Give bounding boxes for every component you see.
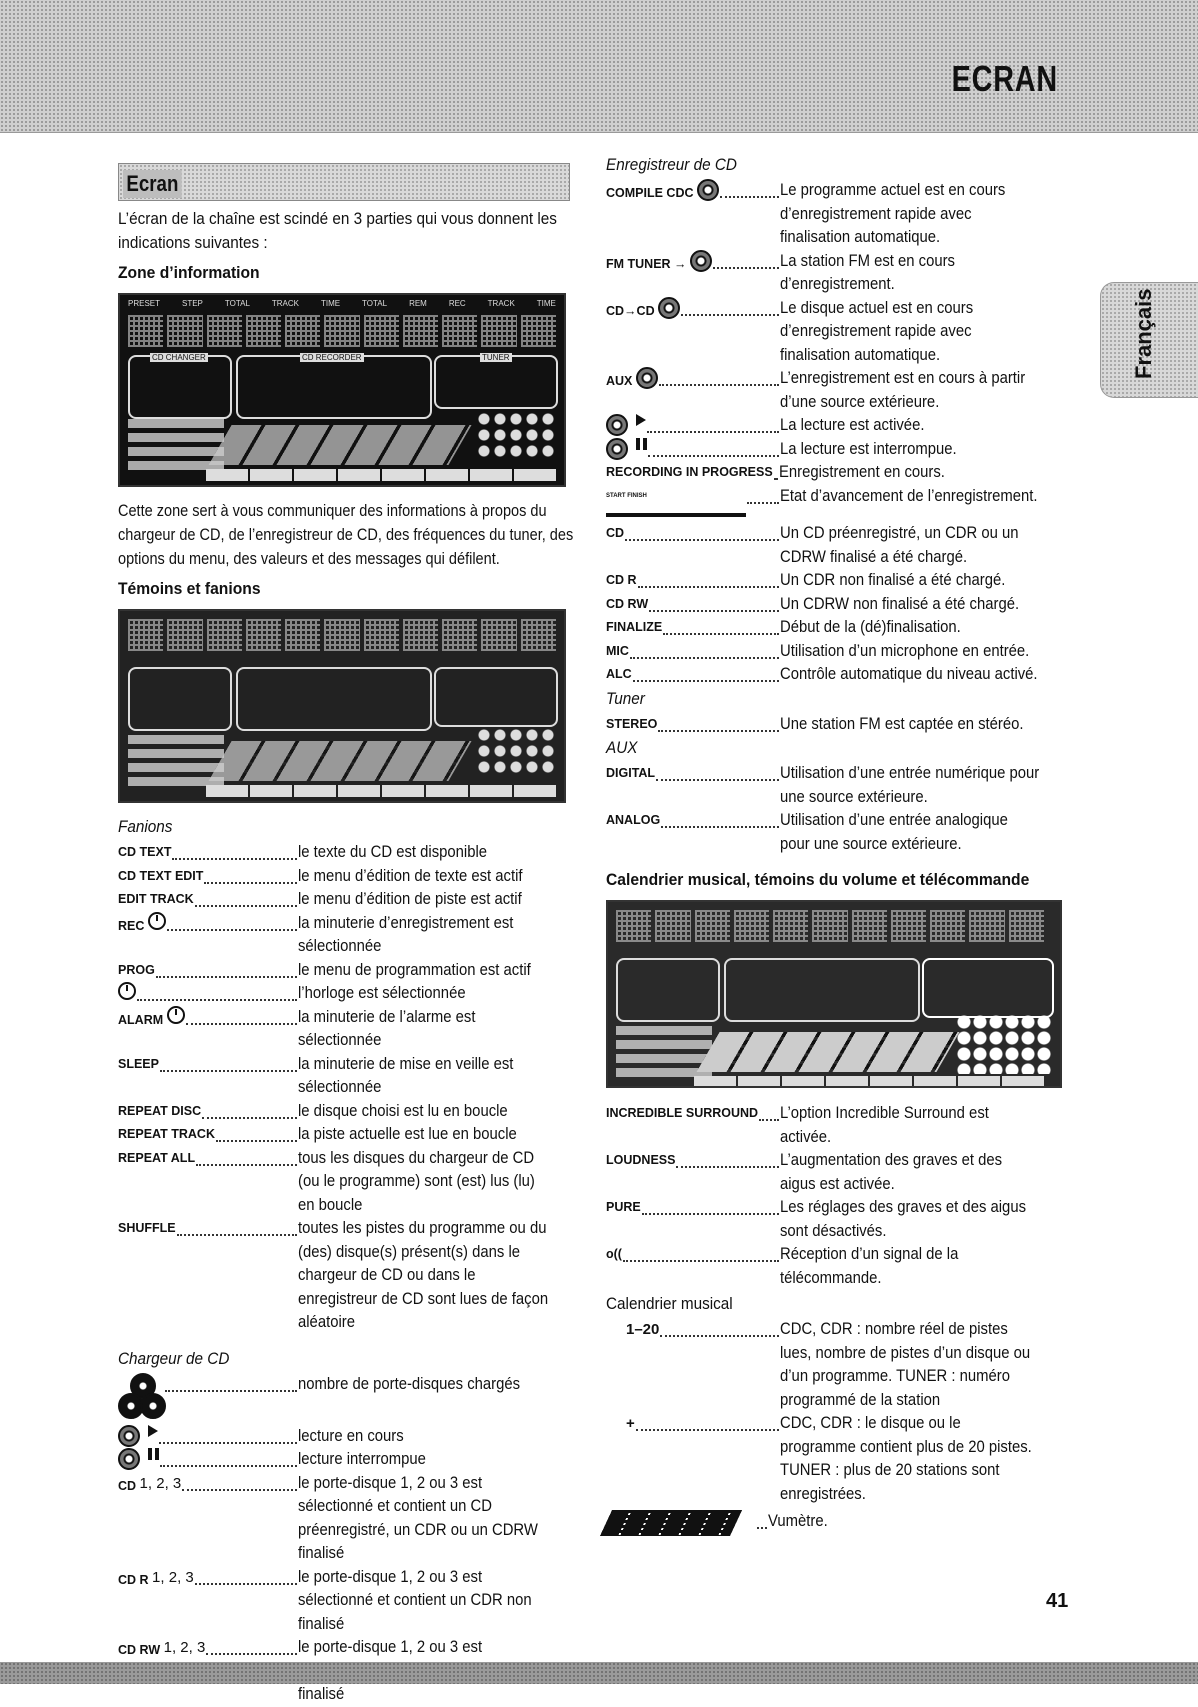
- section-title: Ecran: [123, 170, 182, 198]
- play-icon: [148, 1425, 158, 1437]
- list-item: EDIT TRACK le menu d’édition de piste est actif: [118, 890, 522, 908]
- display-freq-2: [206, 785, 556, 797]
- cd-changer-panel-2: [128, 667, 232, 731]
- disc-icon: [118, 1425, 140, 1447]
- vu-meter-icon: [600, 1510, 742, 1536]
- footer-band: [0, 1662, 1198, 1684]
- list-item: La lecture est interrompue.: [606, 438, 1068, 462]
- display-diagram-calendar: [606, 900, 1062, 1088]
- list-item: ALARM la minuterie de l’alarme est sélectionnée: [118, 1007, 476, 1049]
- language-tab: [1100, 282, 1198, 398]
- tuner-panel-2: [434, 667, 558, 727]
- tuner-panel: [434, 355, 558, 409]
- calendrier-sub-list: [606, 1318, 1068, 1536]
- list-item: CD 1, 2, 3 le porte-disque 1, 2 ou 3 est sélectionné et contient un CD préenregistré, un CDR ou un CDRW finalisé: [118, 1473, 538, 1562]
- calendrier-sub-caption: Calendrier musical: [606, 1294, 733, 1313]
- disc-changer-icon: [118, 1373, 164, 1419]
- display-diagram-info: [118, 293, 566, 487]
- list-item: MIC Utilisation d’un microphone en entrée.: [606, 641, 1030, 660]
- display-freq: [206, 469, 556, 481]
- zone-info-description: Cette zone sert à vous communiquer des informations à propos du chargeur de CD, de l’enregistreur de CD, des fréquences du tuner, des options du menu, des valeurs et des messages qui défilent.: [118, 502, 574, 568]
- list-item: CD R Un CDR non finalisé a été chargé.: [606, 571, 1006, 589]
- play-icon: [636, 414, 646, 426]
- list-item: COMPILE CDC Le programme actuel est en cours d’enregistrement rapide avec finalisation automatique.: [606, 181, 1006, 246]
- pause-icon: [636, 438, 647, 450]
- right-column: [606, 155, 1068, 1536]
- disc-icon: [118, 1448, 140, 1470]
- section-header: [118, 163, 570, 201]
- list-item: CD R 1, 2, 3 le porte-disque 1, 2 ou 3 est sélectionné et contient un CDR non finalisé: [118, 1567, 532, 1633]
- cd-recorder-panel-3: [724, 958, 920, 1022]
- disc-icon: [606, 438, 628, 460]
- list-item: 1–20 CDC, CDR : nombre réel de pistes lues, nombre de pistes d’un disque ou d’un programme. TUNER : numéro programmé de la station: [626, 1320, 1031, 1409]
- list-item: CD Un CD préenregistré, un CDR ou un CDRW finalisé a été chargé.: [606, 524, 1019, 566]
- temoins-heading: Témoins et fanions: [118, 579, 261, 598]
- clock-icon: [167, 1006, 185, 1024]
- display-eq-3: [696, 1032, 959, 1072]
- display-menu-flags-2: [128, 735, 224, 791]
- aux-caption: AUX: [606, 738, 638, 757]
- cd-recorder-panel: [236, 355, 432, 419]
- list-item: REPEAT TRACK la piste actuelle est lue en boucle: [118, 1125, 517, 1143]
- disc-icon: [636, 367, 658, 389]
- list-item: CD TEXT le texte du CD est disponible: [118, 843, 488, 861]
- calendrier-list: [606, 1102, 1068, 1290]
- clock-icon: [118, 982, 136, 1000]
- tuner-label: TUNER: [482, 353, 510, 362]
- enregistreur-list: [606, 179, 1068, 687]
- display-freq-3: [694, 1076, 1044, 1088]
- list-item: CD RW 1, 2, 3 le porte-disque 1, 2 ou 3 est finalisé: [118, 1638, 483, 1703]
- page-title: ECRAN: [951, 58, 1058, 99]
- list-item: INCREDIBLE SURROUND L’option Incredible Surround est activée.: [606, 1104, 989, 1146]
- list-item: + CDC, CDR : le disque ou le programme contient plus de 20 pistes. TUNER : plus de 20 stations sont enregistrées.: [626, 1414, 1032, 1503]
- disc-icon: [697, 179, 719, 201]
- list-item: nombre de porte-disques chargés: [118, 1373, 580, 1425]
- list-item: CD→CD Le disque actuel est en cours d’enregistrement rapide avec finalisation automatique.: [606, 298, 974, 364]
- list-item: REPEAT DISC le disque choisi est lu en boucle: [118, 1101, 508, 1120]
- list-item: REPEAT ALL tous les disques du chargeur de CD (ou le programme) sont (est) lus (lu) en boucle: [118, 1148, 535, 1214]
- list-item: PROG le menu de programmation est actif: [118, 960, 531, 979]
- cd-changer-label: CD CHANGER: [152, 353, 206, 362]
- disc-icon: [606, 414, 628, 436]
- display-menu-flags-3: [616, 1026, 712, 1082]
- display-calendar-3: [956, 1014, 1052, 1074]
- tuner-panel-3: [922, 958, 1054, 1018]
- list-item: STEREO Une station FM est captée en stéréo.: [606, 714, 1024, 733]
- clock-icon: [148, 912, 166, 930]
- display-digits: [128, 315, 556, 347]
- left-column: [118, 155, 580, 1707]
- disc-icon: [690, 250, 712, 272]
- list-item: lecture en cours: [118, 1425, 580, 1449]
- list-item: FINALIZE Début de la (dé)finalisation.: [606, 618, 961, 636]
- cd-recorder-label: CD RECORDER: [302, 353, 362, 362]
- list-item: AUX L’enregistrement est en cours à partir d’une source extérieure.: [606, 369, 1026, 411]
- display-digits-2: [128, 619, 556, 651]
- list-item: SLEEP la minuterie de mise en veille est sélectionnée: [118, 1054, 514, 1096]
- list-item: ANALOG Utilisation d’une entrée analogique pour une source extérieure.: [606, 811, 1008, 853]
- list-item: START FINISH Etat d’avancement de l’enregistrement.: [606, 485, 1068, 523]
- display-top-labels: PRESET STEP TOTAL TRACK TIME TOTAL REM REC TRACK TIME: [128, 299, 556, 308]
- list-item: DIGITAL Utilisation d’une entrée numérique pour une source extérieure.: [606, 764, 1040, 806]
- display-calendar: [476, 411, 556, 461]
- display-menu-flags: [128, 419, 224, 475]
- cd-changer-panel: [128, 355, 232, 419]
- list-item: La lecture est activée.: [606, 414, 1068, 438]
- list-item: l’horloge est sélectionnée: [118, 982, 580, 1006]
- fanions-caption: Fanions: [118, 817, 173, 836]
- enregistreur-caption: Enregistreur de CD: [606, 155, 737, 174]
- list-item: FM TUNER → La station FM est en cours d’enregistrement.: [606, 251, 955, 293]
- chargeur-list: [118, 1373, 580, 1707]
- list-item: PURE Les réglages des graves et des aigus sont désactivés.: [606, 1198, 1027, 1240]
- cd-changer-panel-3: [616, 958, 720, 1022]
- calendrier-heading: Calendrier musical, témoins du volume et télécommande: [606, 870, 1030, 889]
- display-eq-2: [208, 741, 471, 781]
- tuner-caption: Tuner: [606, 688, 645, 708]
- chargeur-caption: Chargeur de CD: [118, 1348, 230, 1368]
- display-calendar-2: [476, 727, 556, 777]
- list-item: lecture interrompue: [118, 1448, 580, 1472]
- list-item: REC la minuterie d’enregistrement est sélectionnée: [118, 913, 514, 955]
- remote-signal-icon: o((: [606, 1247, 622, 1261]
- list-item: LOUDNESS L’augmentation des graves et des aigus est activée.: [606, 1151, 1003, 1193]
- display-diagram-flags: [118, 609, 566, 803]
- intro-text: L’écran de la chaîne est scindé en 3 parties qui vous donnent les indications suivantes :: [118, 209, 557, 252]
- zone-info-heading: Zone d’information: [118, 263, 260, 282]
- list-item: CD TEXT EDIT le menu d’édition de texte est actif: [118, 866, 523, 885]
- list-item: CD RW Un CDRW non finalisé a été chargé.: [606, 594, 1020, 613]
- list-item: SHUFFLE toutes les pistes du programme ou du (des) disque(s) présent(s) dans le chargeur de CD ou dans le enregistreur de CD sont lues de façon aléatoire: [118, 1219, 549, 1331]
- pause-icon: [148, 1448, 159, 1460]
- fanions-list: [118, 841, 580, 1335]
- progress-bar-icon: [606, 508, 746, 522]
- language-tab-label: Français: [1131, 288, 1156, 379]
- list-item: ALC Contrôle automatique du niveau activé.: [606, 665, 1038, 683]
- header-band: [0, 0, 1198, 133]
- page-number: 41: [1046, 1590, 1069, 1612]
- list-item: o(( Réception d’un signal de la télécommande.: [606, 1243, 1068, 1290]
- display-digits-3: [616, 910, 1044, 942]
- cd-recorder-panel-2: [236, 667, 432, 731]
- disc-icon: [658, 297, 680, 319]
- list-item: Vumètre.: [606, 1510, 1068, 1536]
- display-eq: [208, 425, 471, 465]
- list-item: RECORDING IN PROGRESS Enregistrement en cours.: [606, 463, 945, 481]
